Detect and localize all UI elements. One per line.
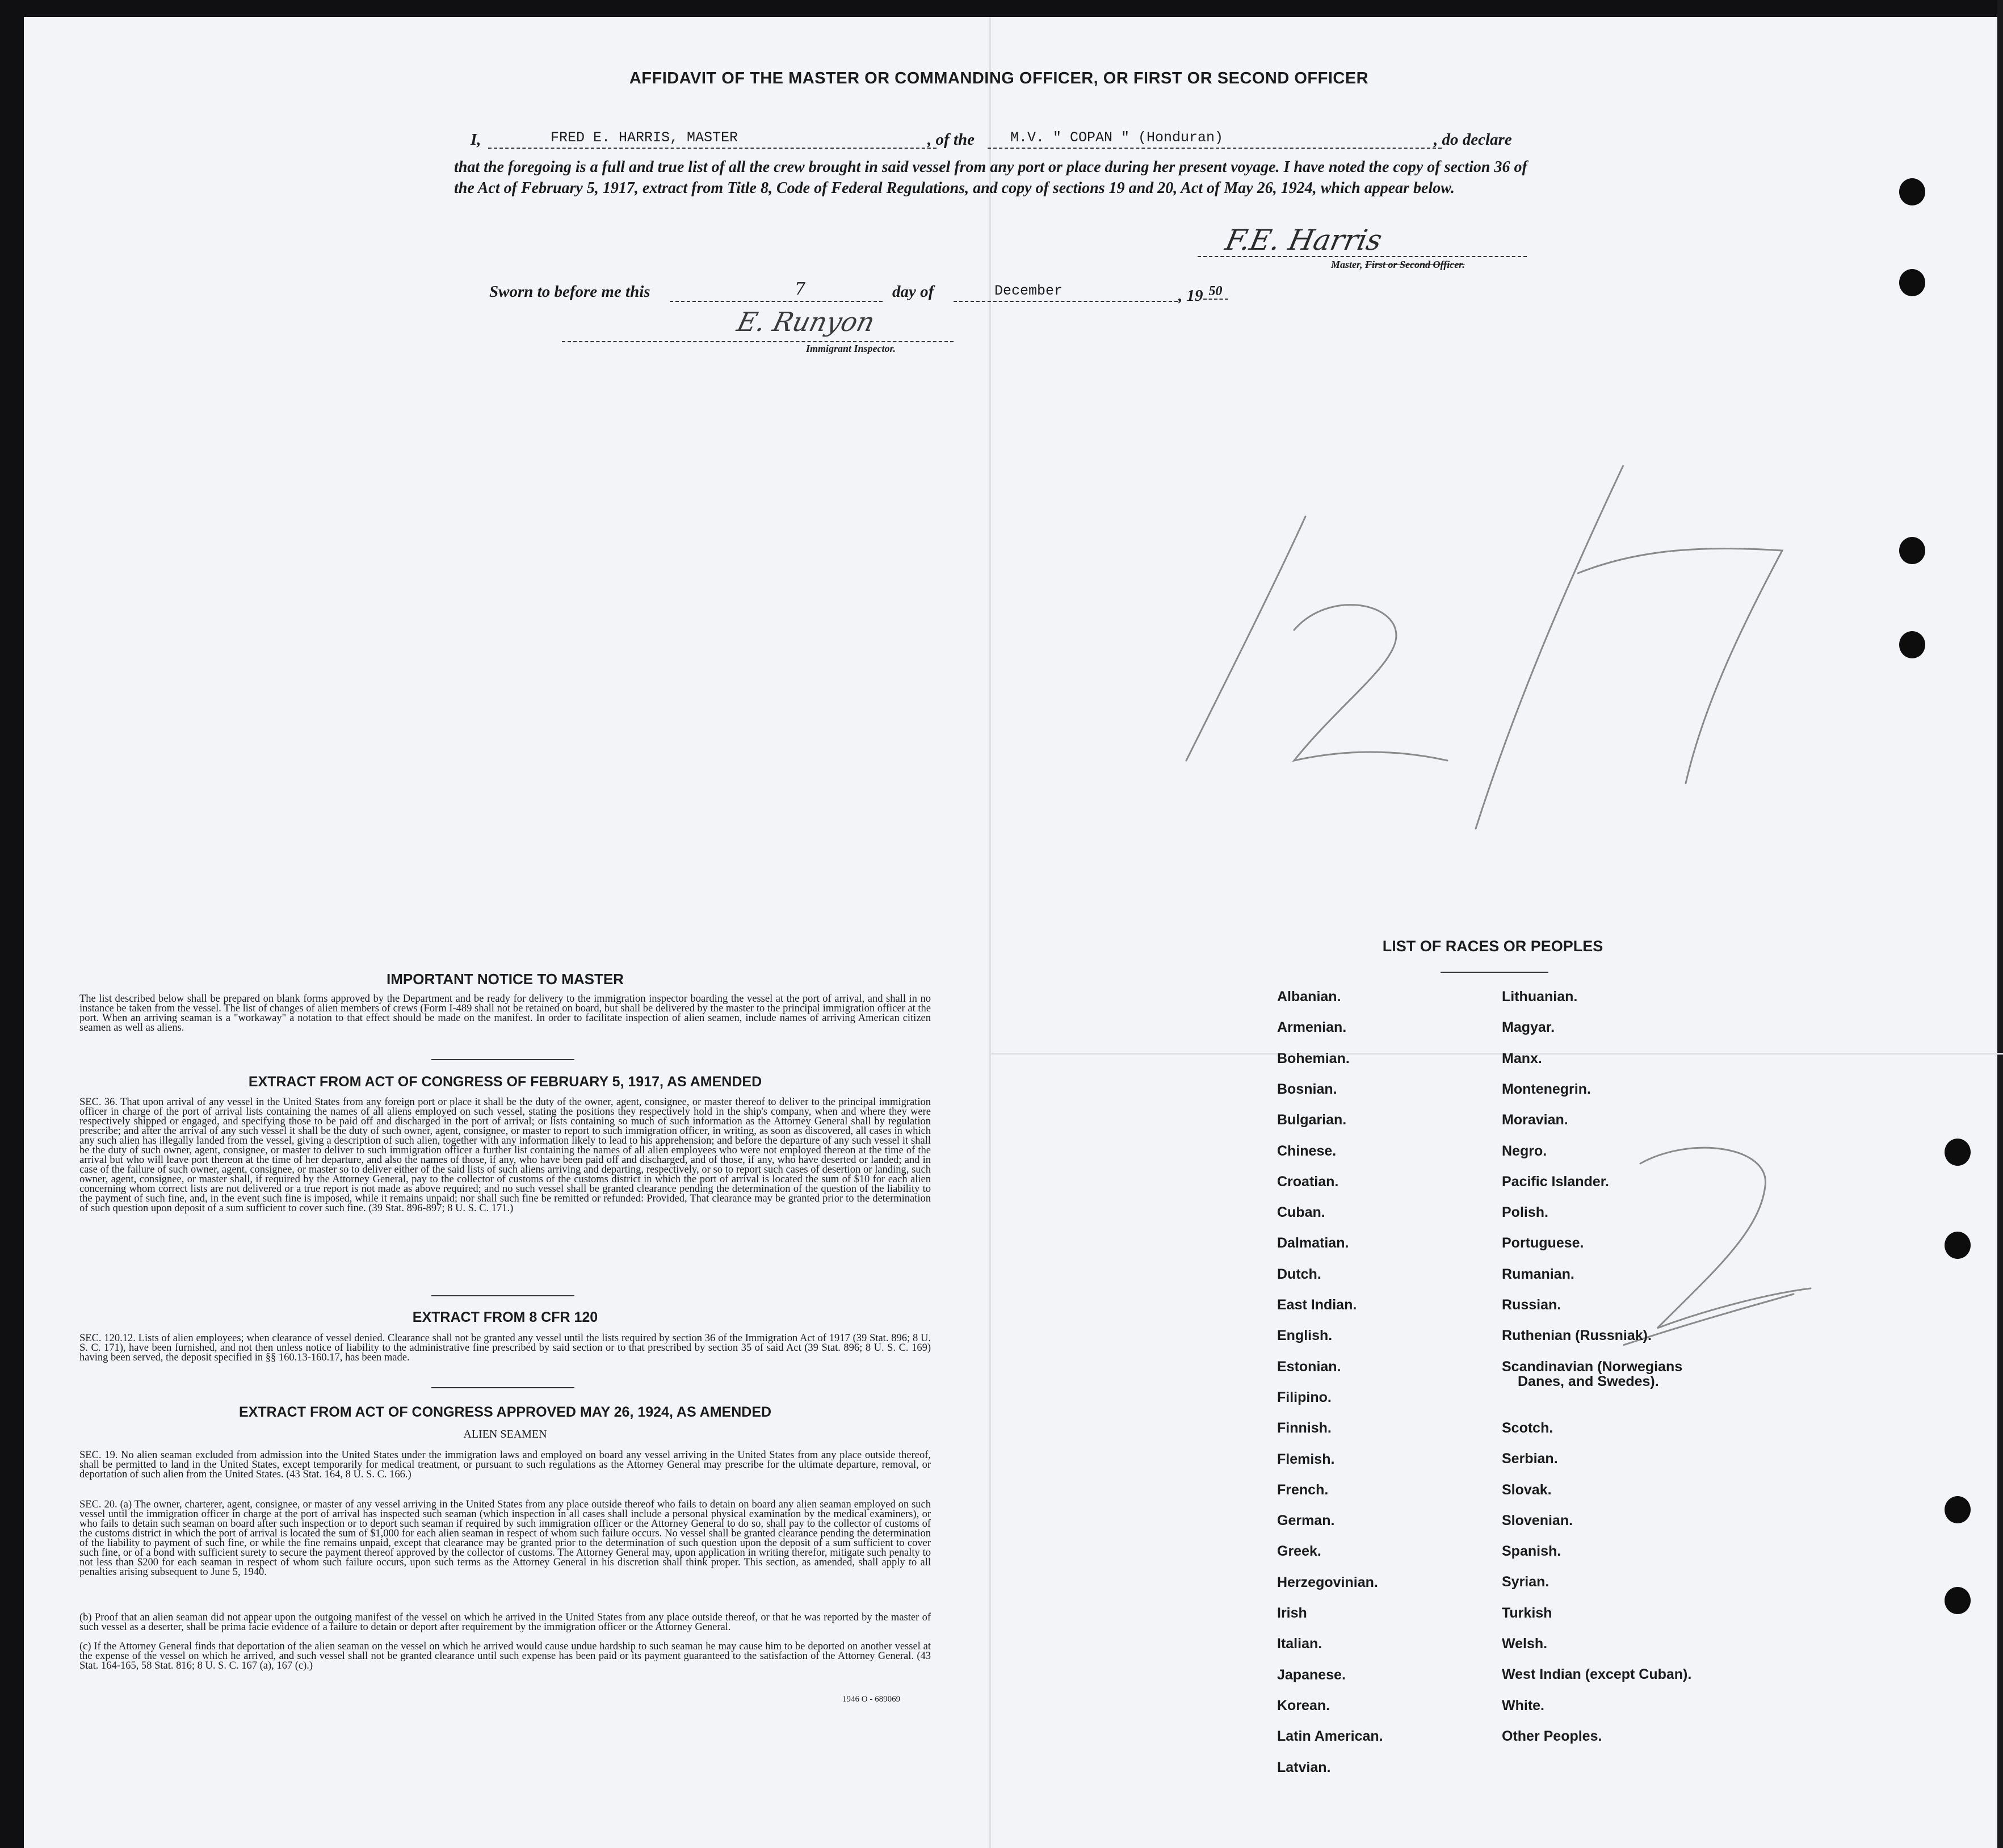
master-name: FRED E. HARRIS, MASTER xyxy=(551,129,738,146)
inspector-signature: E. Runyon xyxy=(734,306,878,337)
master-signature: F.E. Harris xyxy=(1222,224,1385,257)
extract-1924-subtitle: ALIEN SEAMEN xyxy=(463,1428,547,1440)
sworn-day: 7 xyxy=(795,279,806,299)
of-the-label: , of the xyxy=(927,131,975,149)
race-entry: Magyar. xyxy=(1502,1019,1555,1036)
extract-1917-text: SEC. 36. That upon arrival of any vessel in the United States from any foreign port or place it shall be the duty of the owner, agent, consignee, or master thereof to deliver to the principal immigration officer in charge of the port of arrival lists containing the names of all aliens employed on such vessel, stating the positions they respectively hold in the ship's company, when and where they were respectively shipped or engaged, and specifying those to be paid off and discharged in the port of arrival; or lists containing so much of such information as the Attorney General shall by regulation prescribe; and after the arrival of any such vessel it shall be the duty of such owner, agent, consignee, or master to report to such immigration officer, in writing, as soon as discovered, all cases in which any such alien has illegally landed from the vessel, giving a description of such alien, together with any information likely to lead to his apprehension; and before the departure of any such vessel it shall be the duty of such owner, agent, consignee, or master to deliver to such immigration officer a further list containing the names of all alien employees who were not employed thereon at the time of the arrival but who will leave port thereon at the time of her departure, and also the names of those, if any, who have been paid off and discharged, and of those, if any, who have deserted or landed; and in case of the failure of such owner, agent, consignee, or master so to deliver either of the said lists of such aliens arriving and departing, respectively, or so to report such cases of desertion or landing, such owner, agent, consignee, or master shall, if required by the Attorney General, pay to the collector of customs of the customs district in which the port of arrival is located the sum of $10 for each alien concerning whom correct lists are not delivered or a true report is not made as above required; and no such vessel shall be granted clearance pending the determination of the question of the liability to the payment of such fine, and, in the event such fine is imposed, while it remains unpaid; nor shall such fine be remitted or refunded: Provided, That clearance may be granted prior to the determination of such question upon deposit of a sum sufficient to cover such fine. (39 Stat. 896-897; 8 U. S. C. 171.) xyxy=(79,1097,931,1214)
race-entry: Portuguese. xyxy=(1502,1235,1584,1251)
punch-hole xyxy=(1945,1139,1971,1166)
race-entry: Welsh. xyxy=(1502,1636,1548,1652)
declaration-text: that the foregoing is a full and true list of all the crew brought in said vessel from any port or place during her present voyage. I have noted the copy of section 36 of the Act of February 5, 1917, extract from Title 8, Code of Federal Regulations, and copy of sections 19 and 20, Act of May 26, 1924, which appear below. xyxy=(454,158,1527,197)
scan-border-right xyxy=(1997,0,2003,1848)
punch-hole xyxy=(1899,537,1925,564)
races-title-rule xyxy=(1441,972,1548,973)
race-entry: Rumanian. xyxy=(1502,1266,1574,1282)
race-entry: French. xyxy=(1277,1481,1329,1498)
race-entry: Ruthenian (Russniak). xyxy=(1502,1328,1652,1344)
handwritten-mark-2-drawing xyxy=(1623,1141,1816,1351)
inspector-caption: Immigrant Inspector. xyxy=(806,343,896,354)
punch-hole xyxy=(1899,631,1925,658)
extract-8cfr-text: SEC. 120.12. Lists of alien employees; when clearance of vessel denied. Clearance shall not be granted any vessel until the lists required by section 36 of the Immigration Act of 1917 (39 Stat. 896; 8 U. S. C. 171), have been furnished, and not then unless notice of liability to the administrative fine prescribed by said section or to that prescribed by section 35 of said Act (39 Stat. 896; 8 U. S. C. 169) having been served, the deposit specified in §§ 160.13-160.17, has been made. xyxy=(79,1333,931,1363)
race-entry: Manx. xyxy=(1502,1050,1542,1066)
race-entry: Chinese. xyxy=(1277,1143,1337,1159)
punch-hole xyxy=(1945,1232,1971,1259)
race-entry: Scandinavian (Norwegians xyxy=(1502,1358,1683,1375)
affidavit-declaration-line xyxy=(454,131,1532,153)
race-entry: Danes, and Swedes). xyxy=(1518,1373,1659,1389)
race-entry: Moravian. xyxy=(1502,1112,1568,1128)
race-entry: Bosnian. xyxy=(1277,1081,1337,1097)
vessel-blank xyxy=(988,131,1442,149)
master-name-blank xyxy=(488,131,937,149)
extract-1924-sec20b: (b) Proof that an alien seaman did not appear upon the outgoing manifest of the vessel on which he arrived in the United States from any place outside thereof, or that he was reported by the master of such vessel as a deserter, shall be prima facie evidence of a failure to detain or deport after requirement by the immigration officer or the Attorney General. xyxy=(79,1612,931,1633)
notice-text: The list described below shall be prepared on blank forms approved by the Department and be ready for delivery to the immigration inspector boarding the vessel at the port of arrival, and shall in no instance be taken from the vessel. The list of changes of alien members of crews (Form I-489 shall not be retained on board, but shall be delivered by the master to the principal immigration officer at the port. When an arriving seaman is a "workaway" a notation to that effect should be made on the manifest. In order to facilitate inspection of alien seamen, include names of arriving American citizen seamen as well as aliens. xyxy=(79,993,931,1034)
scan-border-left xyxy=(0,0,24,1848)
extract-1924-sec20c: (c) If the Attorney General finds that deportation of the alien seaman on the vessel on which he arrived would cause undue hardship to such seaman he may cause him to be deported on another vessel at the expense of the vessel on which he arrived, and such vessel shall not be granted clearance until such expense has been paid or its payment guaranteed to the satisfaction of the Attorney General. (43 Stat. 164-165, 58 Stat. 816; 8 U. S. C. 167 (a), 167 (c).) xyxy=(79,1641,931,1671)
signature-caption xyxy=(1331,259,1465,271)
year-field xyxy=(1178,284,1228,305)
sworn-label: Sworn to before me this xyxy=(489,283,650,301)
race-entry: Slovak. xyxy=(1502,1481,1552,1498)
race-entry: Armenian. xyxy=(1277,1019,1347,1036)
extract-1924-sec19: SEC. 19. No alien seaman excluded from admission into the United States under the immigration laws and employed on board any vessel arriving in the United States from any place outside thereof, shall be permitted to land in the United States, except temporarily for medical treatment, or pursuant to such regulations as the Attorney General may prescribe for the ultimate departure, removal, or deportation of such alien from the United States. (43 Stat. 164, 8 U. S. C. 166.) xyxy=(79,1450,931,1480)
inspector-signature-line xyxy=(562,338,954,342)
vessel-name: M.V. " COPAN " (Honduran) xyxy=(1010,129,1224,146)
race-entry: Dutch. xyxy=(1277,1266,1321,1282)
race-entry: Korean. xyxy=(1277,1697,1330,1713)
race-entry: West Indian (except Cuban). xyxy=(1502,1666,1692,1683)
races-title: LIST OF RACES OR PEOPLES xyxy=(1382,938,1603,955)
extract-1924-sec20a: SEC. 20. (a) The owner, charterer, agent, consignee, or master of any vessel arriving in the United States from any place outside thereof who fails to detain on board any alien seaman employed on such vessel until the immigration officer in charge at the port of arrival has inspected such seaman (which inspection in all cases shall include a personal physical examination by the medical examiners), or who fails to detain such seaman on board after such inspection or to deport such seaman if required by such immigration officer or the Attorney General to do so, shall pay to the collector of customs of the customs district in which the port of arrival is located the sum of $1,000 for each alien seaman in respect of whom such failure occurs. No vessel shall be granted clearance pending the determination of the liability to payment of such fine, or while the fine remains unpaid, except that clearance may be granted prior to the determination of such question upon the deposit of a sum sufficient to cover such fine, or of a bond with sufficient surety to secure the payment thereof approved by the collector of customs. The Attorney General may, upon application in writing therefor, mitigate such penalty to not less than $200 for each seaman in respect of whom such failure occurs, upon such terms as the Attorney General in his discretion shall think proper. This section, as amended, shall apply to all penalties arising subsequent to June 5, 1940. xyxy=(79,1499,931,1578)
race-entry: Scotch. xyxy=(1502,1419,1553,1436)
sworn-day-blank xyxy=(670,279,883,302)
race-entry: Latvian. xyxy=(1277,1759,1331,1775)
section-divider xyxy=(431,1059,574,1060)
race-entry: Syrian. xyxy=(1502,1574,1550,1590)
race-entry: Albanian. xyxy=(1277,989,1341,1005)
punch-hole xyxy=(1945,1496,1971,1523)
race-entry: Lithuanian. xyxy=(1502,989,1578,1005)
punch-hole xyxy=(1899,269,1925,296)
race-entry: Croatian. xyxy=(1277,1173,1339,1190)
print-code: 1946 O - 689069 xyxy=(842,1695,901,1704)
caption-master: Master, xyxy=(1331,259,1363,270)
handwritten-date-mark-drawing xyxy=(1158,465,1839,834)
scan-border-top xyxy=(0,0,2003,17)
extract-1924-title: EXTRACT FROM ACT OF CONGRESS APPROVED MAY 26, 1924, AS AMENDED xyxy=(238,1404,772,1420)
race-entry: Estonian. xyxy=(1277,1358,1341,1375)
caption-struck: First or Second Officer. xyxy=(1365,259,1465,270)
race-entry: Serbian. xyxy=(1502,1451,1558,1467)
affidavit-title: AFFIDAVIT OF THE MASTER OR COMMANDING OFFICER, OR FIRST OR SECOND OFFICER xyxy=(629,69,1369,87)
year-prefix: , 19 xyxy=(1178,287,1203,305)
handwritten-date-mark xyxy=(1158,465,1839,834)
do-declare-label: , do declare xyxy=(1434,131,1512,149)
race-entry: German. xyxy=(1277,1513,1335,1529)
extract-8cfr-title: EXTRACT FROM 8 CFR 120 xyxy=(412,1309,598,1325)
race-entry: Bulgarian. xyxy=(1277,1112,1347,1128)
race-entry: Russian. xyxy=(1502,1297,1561,1313)
race-entry: Cuban. xyxy=(1277,1204,1325,1221)
race-entry: Herzegovinian. xyxy=(1277,1574,1378,1590)
race-entry: Bohemian. xyxy=(1277,1050,1350,1066)
race-entry: Flemish. xyxy=(1277,1451,1335,1467)
race-entry: Slovenian. xyxy=(1502,1512,1573,1528)
punch-hole xyxy=(1899,178,1925,205)
race-entry: White. xyxy=(1502,1697,1544,1713)
page-fold-horizontal xyxy=(989,1053,2003,1055)
year-suffix: 50 xyxy=(1203,284,1228,300)
sworn-month: December xyxy=(994,283,1063,299)
race-entry: Filipino. xyxy=(1277,1389,1332,1405)
race-entry: East Indian. xyxy=(1277,1297,1357,1313)
day-of-label: day of xyxy=(892,283,934,301)
race-entry: Latin American. xyxy=(1277,1728,1383,1745)
handwritten-mark-2 xyxy=(1623,1141,1816,1351)
race-entry: Dalmatian. xyxy=(1277,1235,1349,1251)
race-entry: Finnish. xyxy=(1277,1420,1332,1437)
section-divider xyxy=(431,1295,574,1296)
race-entry: Spanish. xyxy=(1502,1543,1561,1560)
race-entry: Montenegrin. xyxy=(1502,1081,1591,1097)
race-entry: English. xyxy=(1277,1328,1333,1344)
race-entry: Irish xyxy=(1277,1605,1307,1621)
notice-title: IMPORTANT NOTICE TO MASTER xyxy=(387,971,624,988)
section-divider xyxy=(431,1387,574,1388)
race-entry: Turkish xyxy=(1502,1605,1552,1621)
i-label: I, xyxy=(471,131,481,149)
race-entry: Other Peoples. xyxy=(1502,1728,1602,1744)
punch-hole xyxy=(1945,1587,1971,1614)
race-entry: Polish. xyxy=(1502,1204,1548,1221)
extract-1917-title: EXTRACT FROM ACT OF CONGRESS OF FEBRUARY 5, 1917, AS AMENDED xyxy=(248,1074,762,1090)
race-entry: Greek. xyxy=(1277,1543,1321,1560)
sworn-month-blank xyxy=(954,284,1178,302)
race-entry: Japanese. xyxy=(1277,1666,1346,1683)
race-entry: Italian. xyxy=(1277,1636,1322,1652)
race-entry: Negro. xyxy=(1502,1143,1547,1159)
race-entry: Pacific Islander. xyxy=(1502,1173,1609,1190)
